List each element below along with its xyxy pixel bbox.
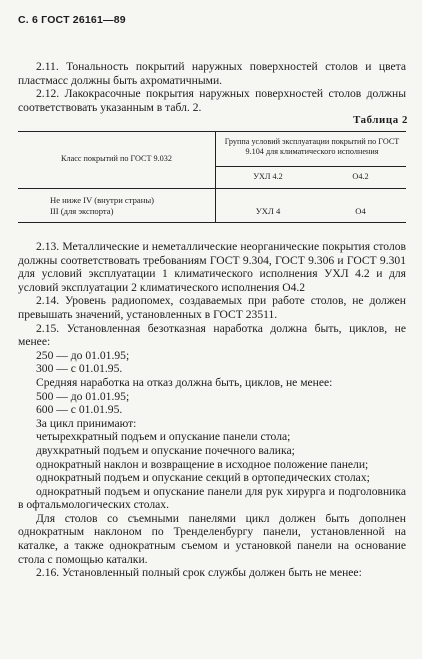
para-removable: Для столов со съемными панелями цикл должен быть дополнен однократным наклоном по Тренделенбургу панели, установленной на каталке, а также однократным съемом и установкой панели на основание стола с помощью каталки. bbox=[18, 511, 406, 566]
value-300: 300 — с 01.01.95. bbox=[36, 362, 123, 376]
subheader-o42: О4.2 bbox=[352, 172, 369, 181]
para-mtbf: Средняя наработка на отказ должна быть, циклов, не менее: bbox=[36, 375, 333, 389]
row-label-1: Не ниже IV (внутри страны) bbox=[50, 195, 154, 205]
group-header: Группа условий эксплуатации покрытий по ГОСТ 9.104 для климатического исполнения bbox=[224, 137, 400, 156]
para-2-16: 2.16. Установленный полный срок службы должен быть не менее: bbox=[36, 566, 362, 580]
para-2-13: 2.13. Металлические и неметаллические неорганические покрытия столов должны соответствовать требованиям ГОСТ 9.304, ГОСТ 9.306 и ГОСТ 9.301 для условий эксплуатации 1 климатического исполнения УХЛ 4.2 и для условий эксплуатации 2 климатического исполнения О4.2 bbox=[18, 240, 406, 294]
col1-header: Класс покрытий по ГОСТ 9.032 bbox=[61, 154, 172, 163]
intro-section bbox=[18, 60, 406, 114]
body-section bbox=[18, 240, 406, 580]
para-2-15: 2.15. Установленная безотказная наработка должна быть, циклов, не менее: bbox=[18, 321, 406, 349]
para-2-12: 2.12. Лакокрасочные покрытия наружных поверхностей столов должны соответствовать указанным в табл. 2. bbox=[18, 87, 406, 114]
subheader-uhl42: УХЛ 4.2 bbox=[253, 172, 283, 181]
cycle-item-4: однократный подъем и опускание секций в ортопедических столах; bbox=[36, 471, 370, 485]
value-600: 600 — с 01.01.95. bbox=[36, 403, 123, 417]
cycle-item-5: однократный подъем и опускание панели для рук хирурга и подголовника в офтальмологических столах. bbox=[18, 484, 406, 512]
value-250: 250 — до 01.01.95; bbox=[36, 348, 130, 362]
row-value-2: О4 bbox=[355, 206, 366, 216]
page-header: С. 6 ГОСТ 26161—89 bbox=[18, 14, 126, 26]
row-value-1: УХЛ 4 bbox=[255, 206, 281, 216]
value-500: 500 — до 01.01.95; bbox=[36, 389, 130, 403]
row-label-2: III (для экспорта) bbox=[50, 206, 114, 216]
table-2 bbox=[18, 131, 406, 223]
cycle-item-1: четырехкратный подъем и опускание панели стола; bbox=[36, 430, 291, 444]
para-2-11: 2.11. Тональность покрытий наружных поверхностей столов и цвета пластмасс должны быть ахроматичными. bbox=[18, 60, 406, 87]
cycle-item-2: двухкратный подъем и опускание почечного валика; bbox=[36, 443, 295, 457]
cycle-item-3: однократный наклон и возвращение в исходное положение панели; bbox=[36, 457, 369, 471]
para-cycle: За цикл принимают: bbox=[36, 416, 137, 430]
para-2-14: 2.14. Уровень радиопомех, создаваемых при работе столов, не должен превышать значений, установленных в ГОСТ 23511. bbox=[18, 294, 406, 321]
table-caption: Таблица 2 bbox=[353, 114, 408, 126]
